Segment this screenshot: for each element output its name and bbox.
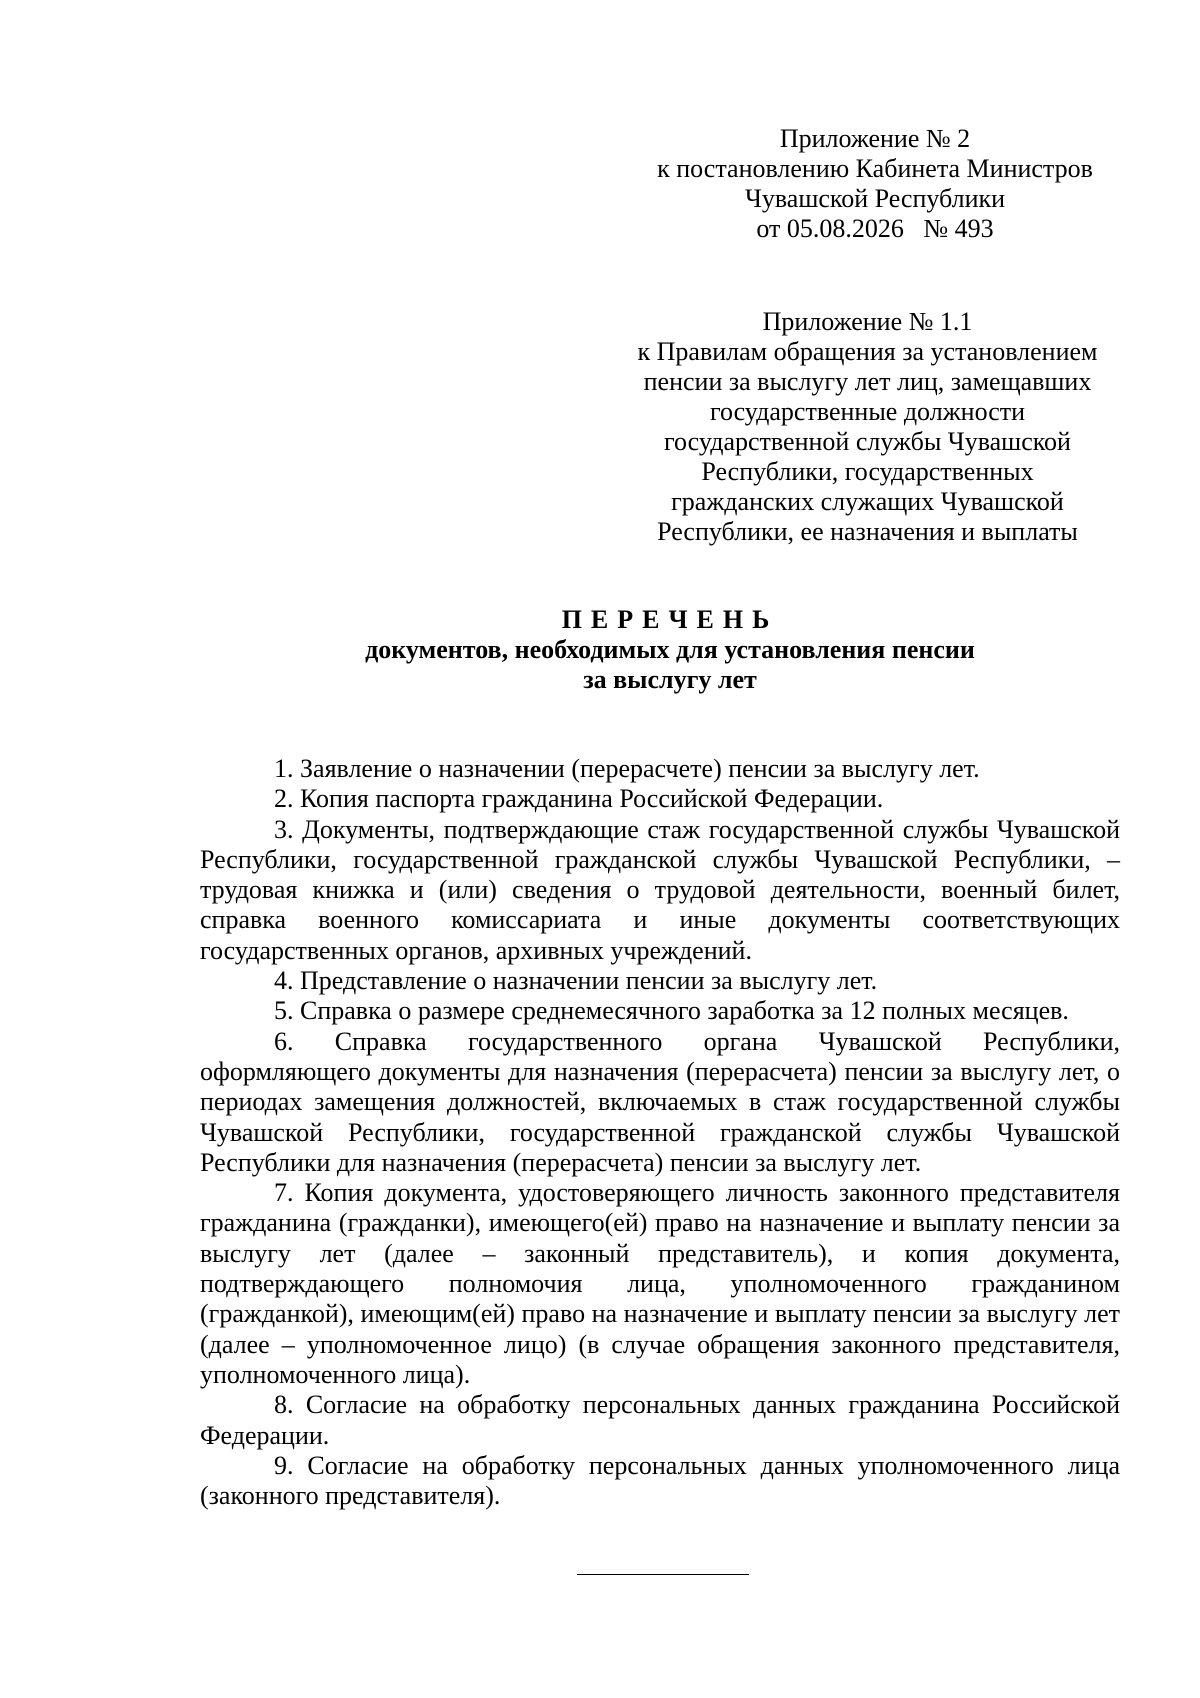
list-item: 2. Копия паспорта гражданина Российской Федерации.	[274, 784, 884, 814]
appendix-rules-line: Республики, государственных	[701, 457, 1034, 486]
appendix-rules-number: Приложение № 1.1	[762, 307, 973, 336]
appendix-main-republic: Чувашской Республики	[744, 184, 1006, 213]
appendix-rules-line: пенсии за выслугу лет лиц, замещавших	[643, 367, 1092, 396]
list-item: 9. Согласие на обработку персональных данных уполномоченного лица (законного представителя).	[200, 1450, 1120, 1511]
appendix-rules-line: гражданских служащих Чувашской	[671, 487, 1064, 516]
appendix-rules-line: Республики, ее назначения и выплаты	[657, 517, 1078, 546]
appendix-rules-line: государственные должности	[709, 397, 1026, 426]
document-list	[200, 754, 1120, 1511]
appendix-main-number: Приложение № 2	[779, 124, 971, 153]
list-item: 8. Согласие на обработку персональных данных гражданина Российской Федерации.	[200, 1390, 1120, 1450]
list-item: 7. Копия документа, удостоверяющего личность законного представителя гражданина (гражданки), имеющего(ей) право на назначение и выплату пенсии за выслугу лет (далее – законный представитель), и копия документа, подтверждающего полномочия лица, уполномоченного гражданином (гражданкой), имеющим(ей) право на назначение и выплату пенсии за выслугу лет (далее – уполномоченное лицо) (в случае обращения законного представителя, уполномоченного лица).	[200, 1178, 1120, 1389]
appendix-main-date-number: от 05.08.2026 № 493	[756, 214, 994, 243]
appendix-main-reference: к постановлению Кабинета Министров	[657, 154, 1093, 183]
appendix-main-header	[615, 124, 1135, 244]
appendix-rules-line: государственной службы Чувашской	[664, 427, 1071, 456]
document-title: ПЕРЕЧЕНЬ	[561, 605, 779, 634]
appendix-rules-header	[600, 307, 1135, 547]
list-item: 1. Заявление о назначении (перерасчете) пенсии за выслугу лет.	[274, 754, 980, 783]
document-heading	[240, 605, 1100, 695]
document-subtitle: за выслугу лет	[583, 665, 757, 694]
end-rule	[577, 1574, 749, 1575]
list-item: 6. Справка государственного органа Чувашской Республики, оформляющего документы для назначения (перерасчета) пенсии за выслугу лет, о периодах замещения должностей, включаемых в стаж государственной службы Чувашской Республики, государственной гражданской службы Чувашской Республики для назначения (перерасчета) пенсии за выслугу лет.	[200, 1026, 1120, 1177]
list-item: 5. Справка о размере среднемесячного заработка за 12 полных месяцев.	[274, 996, 1069, 1026]
document-subtitle: документов, необходимых для установления пенсии	[365, 635, 975, 664]
list-item: 4. Представление о назначении пенсии за выслугу лет.	[274, 966, 878, 996]
list-item: 3. Документы, подтверждающие стаж государственной службы Чувашской Республики, государственной гражданской службы Чувашской Республики, – трудовая книжка и (или) сведения о трудовой деятельности, военный билет, справка военного комиссариата и иные документы соответствующих государственных органов, архивных учреждений.	[200, 814, 1120, 965]
appendix-rules-line: к Правилам обращения за установлением	[637, 337, 1098, 366]
